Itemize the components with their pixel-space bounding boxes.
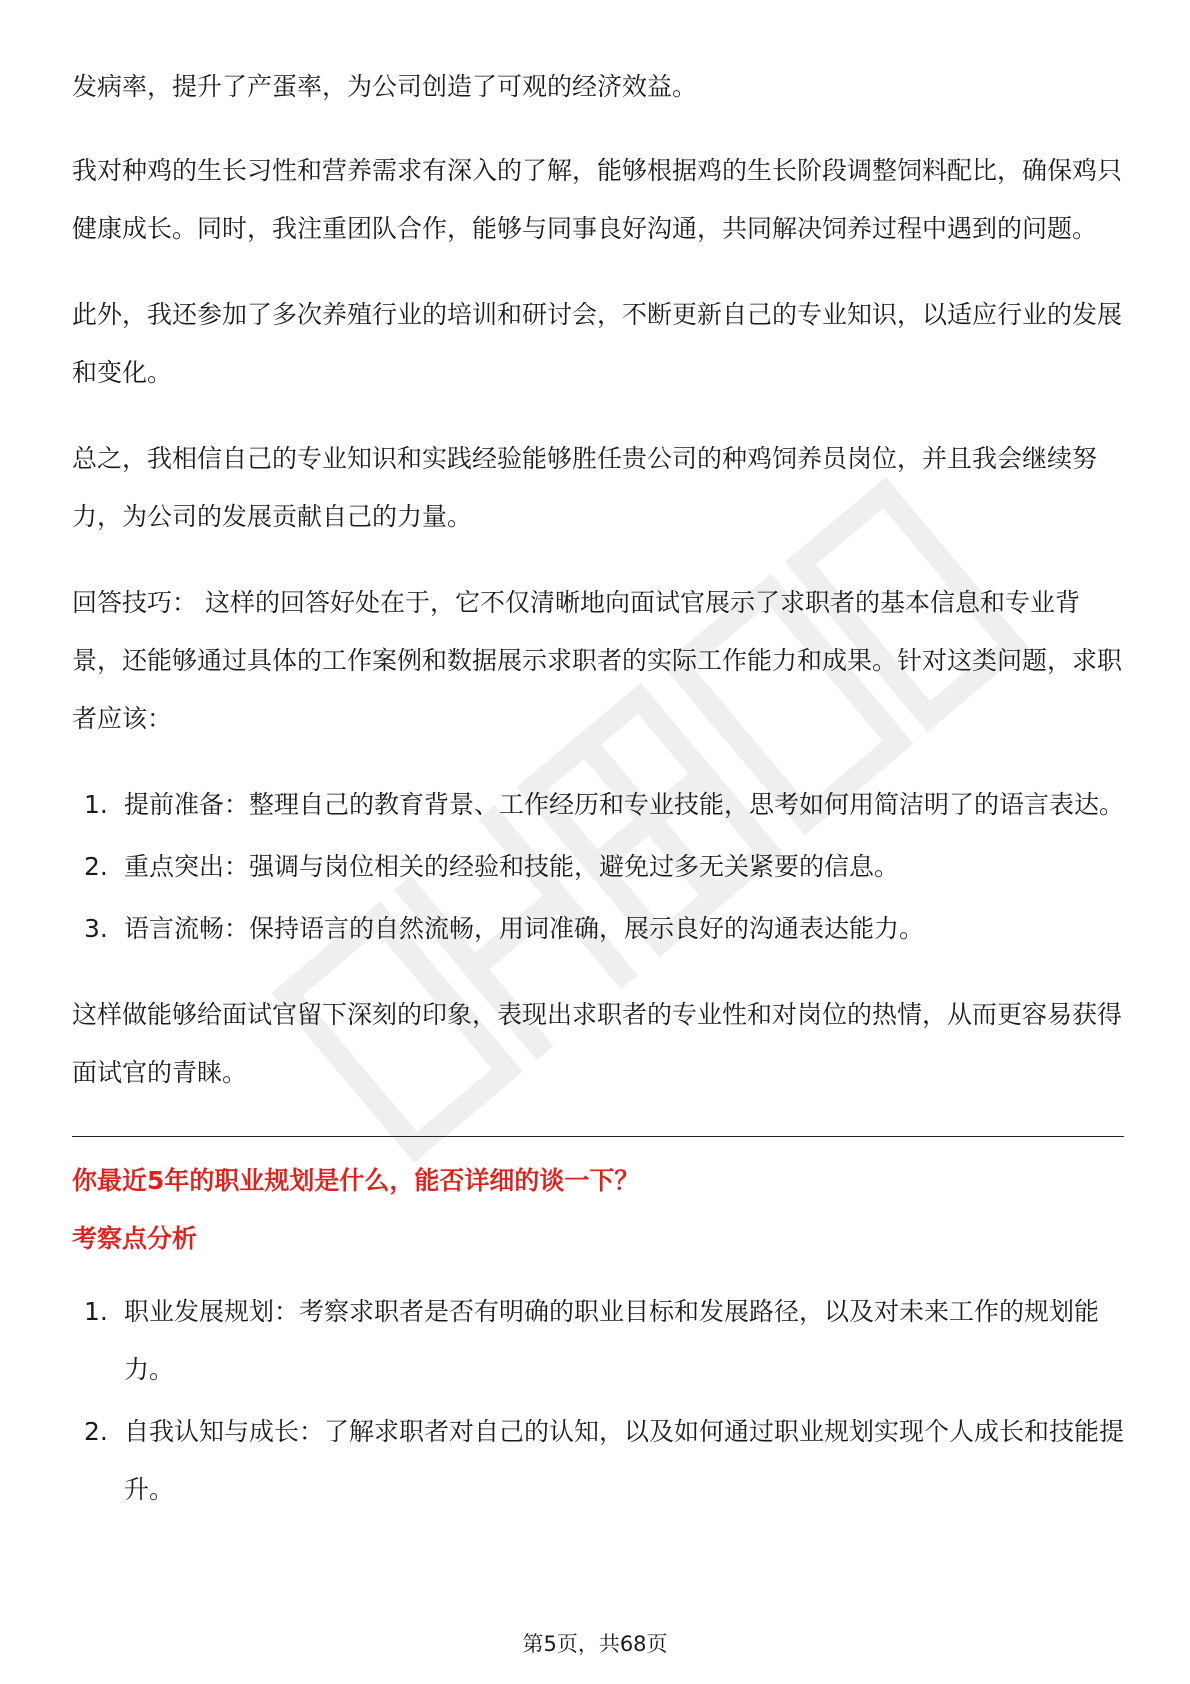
closing-paragraph: 这样做能够给面试官留下深刻的印象，表现出求职者的专业性和对岗位的热情，从而更容易获得面试官的青睐。	[72, 1000, 1123, 1087]
section-divider	[72, 1136, 1124, 1137]
page-footer: 第5页，共68页	[522, 1632, 668, 1656]
answer-tips-paragraph: 回答技巧： 这样的回答好处在于，它不仅清晰地向面试官展示了求职者的基本信息和专业背景，还能够通过具体的工作案例和数据展示求职者的实际工作能力和成果。针对这类问题，求职者应该：	[72, 588, 1123, 733]
paragraph: 此外，我还参加了多次养殖行业的培训和研讨会，不断更新自己的专业知识，以适应行业的发展和变化。	[72, 300, 1123, 387]
document-page	[72, 58, 1124, 1547]
list-item: 3. 语言流畅：保持语言的自然流畅，用词准确，展示良好的沟通表达能力。	[84, 914, 925, 943]
list-item: 1. 提前准备：整理自己的教育背景、工作经历和专业技能，思考如何用简洁明了的语言表达。	[84, 790, 1125, 819]
analysis-list	[72, 1283, 1124, 1519]
question-title: 你最近5年的职业规划是什么，能否详细的谈一下？	[72, 1166, 640, 1195]
tips-list	[72, 776, 1124, 958]
list-item: 1. 职业发展规划：考察求职者是否有明确的职业目标和发展路径，以及对未来工作的规划能力。	[84, 1297, 1100, 1384]
paragraph: 我对种鸡的生长习性和营养需求有深入的了解，能够根据鸡的生长阶段调整饲料配比，确保鸡只健康成长。同时，我注重团队合作，能够与同事良好沟通，共同解决饲养过程中遇到的问题。	[72, 156, 1123, 243]
paragraph: 总之，我相信自己的专业知识和实践经验能够胜任贵公司的种鸡饲养员岗位，并且我会继续努力，为公司的发展贡献自己的力量。	[72, 444, 1098, 531]
list-item: 2. 重点突出：强调与岗位相关的经验和技能，避免过多无关紧要的信息。	[84, 852, 900, 881]
paragraph: 发病率，提升了产蛋率，为公司创造了可观的经济效益。	[72, 72, 698, 101]
analysis-title: 考察点分析	[72, 1224, 198, 1253]
list-item: 2. 自我认知与成长：了解求职者对自己的认知，以及如何通过职业规划实现个人成长和技能提升。	[84, 1417, 1125, 1504]
